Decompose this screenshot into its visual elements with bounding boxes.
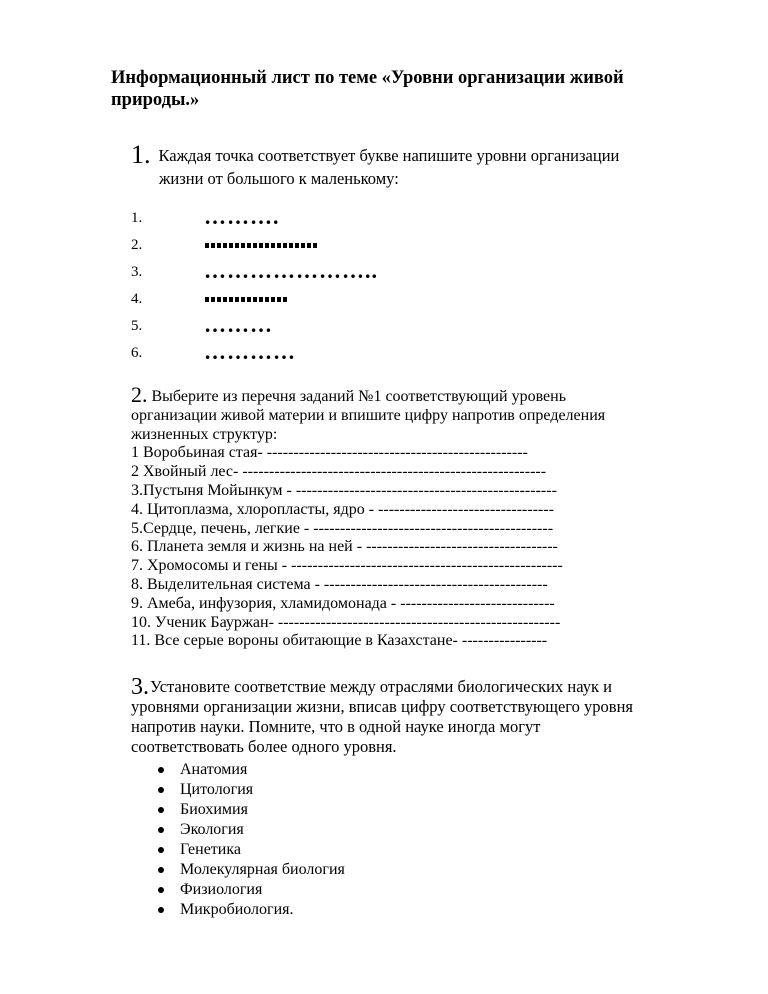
- task-2: [131, 382, 691, 651]
- task-2-intro-line3: жизненных структур:: [131, 425, 278, 443]
- bullet-icon: [158, 887, 164, 893]
- task-1-text-line2: жизни от большого к маленькому:: [159, 169, 399, 188]
- list-item: [156, 800, 345, 820]
- square-dot: [229, 297, 233, 302]
- task-2-intro-line2: организации живой материи и впишите цифру напротив определения: [131, 406, 606, 424]
- level-dots: [204, 287, 294, 305]
- square-dot: [277, 243, 281, 248]
- level-number: 2.: [131, 237, 143, 253]
- square-dot: [301, 243, 305, 248]
- level-dots: …………………..: [204, 258, 378, 283]
- level-number: 3.: [131, 264, 143, 280]
- level-dots: ……….: [204, 204, 280, 229]
- science-name: Экология: [180, 821, 244, 838]
- square-dot: [247, 297, 251, 302]
- square-dot: [211, 297, 215, 302]
- page-title: Информационный лист по теме «Уровни организации живой природы.»: [111, 68, 624, 110]
- square-dot: [205, 297, 209, 302]
- science-name: Физиология: [180, 881, 263, 898]
- structure-item: 6. Планета земля и жизнь на ней - ------------------------------------: [131, 538, 558, 556]
- level-number: 1.: [131, 210, 143, 226]
- bullet-icon: [158, 787, 164, 793]
- bullet-icon: [158, 867, 164, 873]
- square-dot: [247, 243, 251, 248]
- square-dot: [295, 243, 299, 248]
- square-dot: [271, 297, 275, 302]
- square-dot: [307, 243, 311, 248]
- structure-item: 10. Ученик Бауржан- -----------------------------------------------------: [131, 613, 561, 631]
- structure-item: 4. Цитоплазма, хлоропласты, ядро - ---------------------------------: [131, 500, 554, 518]
- bullet-icon: [158, 827, 164, 833]
- square-dot: [253, 297, 257, 302]
- level-number: 6.: [131, 345, 143, 361]
- task-1: [131, 141, 691, 189]
- level-dots: …………: [204, 339, 296, 364]
- square-dot: [223, 297, 227, 302]
- square-dot: [217, 297, 221, 302]
- list-item: [156, 820, 345, 840]
- science-name: Генетика: [180, 841, 241, 858]
- task-3-line1: Установите соответствие между отраслями биологических наук и: [150, 677, 612, 696]
- square-dot: [283, 297, 287, 302]
- science-name: Цитология: [180, 781, 254, 798]
- square-dots-graphic: [204, 240, 322, 252]
- bullet-icon: [158, 767, 164, 773]
- square-dot: [265, 243, 269, 248]
- square-dot: [271, 243, 275, 248]
- square-dot: [259, 243, 263, 248]
- level-number: 4.: [131, 291, 143, 307]
- list-item: [156, 780, 345, 800]
- square-dot: [217, 243, 221, 248]
- level-dots: [204, 233, 322, 251]
- square-dots-graphic: [204, 294, 294, 306]
- bullet-icon: [158, 807, 164, 813]
- list-item: [156, 840, 345, 860]
- task-3-line2: уровнями организации жизни, вписав цифру соответствующего уровня: [131, 697, 634, 716]
- structure-item: 8. Выделительная система - ------------------------------------------: [131, 575, 548, 593]
- square-dot: [289, 243, 293, 248]
- structure-item: 2 Хвойный лес- ---------------------------------------------------------: [131, 463, 547, 481]
- structure-item: 1 Воробьиная стая- -------------------------------------------------: [131, 444, 528, 462]
- task-3-number: 3.: [131, 674, 149, 700]
- square-dot: [205, 243, 209, 248]
- square-dot: [283, 243, 287, 248]
- square-dot: [241, 243, 245, 248]
- science-name: Биохимия: [180, 801, 248, 818]
- structure-item: 3.Пустыня Мойынкум - -------------------------------------------------: [131, 481, 557, 499]
- task-3: [131, 674, 711, 756]
- square-dot: [313, 243, 317, 248]
- square-dot: [241, 297, 245, 302]
- square-dot: [265, 297, 269, 302]
- list-item: [156, 880, 345, 900]
- square-dot: [277, 297, 281, 302]
- task-3-line3: напротив науки. Помните, что в одной науке иногда могут: [131, 716, 541, 736]
- task-3-line4: соответствовать более одного уровня.: [131, 736, 397, 756]
- square-dot: [229, 243, 233, 248]
- square-dot: [211, 243, 215, 248]
- square-dot: [223, 243, 227, 248]
- science-name: Микробиология.: [180, 901, 294, 918]
- structure-item: 7. Хромосомы и гены - ---------------------------------------------------: [131, 557, 563, 575]
- level-number: 5.: [131, 318, 143, 334]
- structure-item: 5.Сердце, печень, легкие - ---------------------------------------------: [131, 519, 554, 537]
- science-name: Молекулярная биология: [180, 861, 345, 878]
- task-2-number: 2.: [131, 382, 148, 407]
- task-1-number: 1.: [131, 140, 151, 169]
- structure-item: 11. Все серые вороны обитающие в Казахстане- ----------------: [131, 632, 548, 650]
- bullet-icon: [158, 907, 164, 913]
- square-dot: [253, 243, 257, 248]
- science-name: Анатомия: [180, 761, 248, 778]
- bullet-icon: [158, 847, 164, 853]
- sciences-list: [156, 760, 345, 920]
- task-1-text-line1: Каждая точка соответствует букве напишите уровни организации: [158, 146, 620, 165]
- level-dots: ………: [204, 312, 273, 337]
- list-item: [156, 860, 345, 880]
- square-dot: [235, 243, 239, 248]
- list-item: [156, 900, 345, 920]
- list-item: [156, 760, 345, 780]
- square-dot: [259, 297, 263, 302]
- structure-item: 9. Амеба, инфузория, хламидомонада - -----------------------------: [131, 594, 555, 612]
- task-2-intro-line1: Выберите из перечня заданий №1 соответствующий уровень: [151, 388, 566, 405]
- square-dot: [235, 297, 239, 302]
